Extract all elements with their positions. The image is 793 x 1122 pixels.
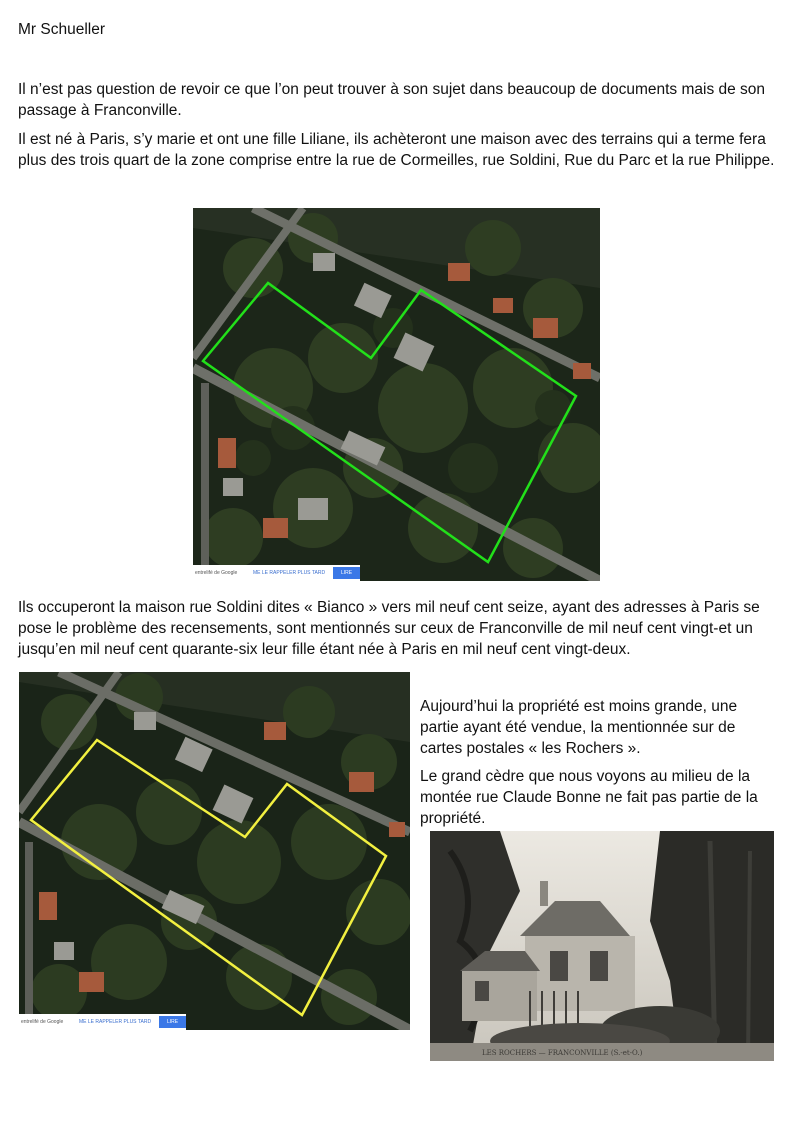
paragraph-birth: Il est né à Paris, s’y marie et ont une fille Liliane, ils achèteront une maison avec des terrains qui a terme fera plus des trois quart de la zone comprise entre la rue de Cormeilles, rue Soldini, Rue du Parc et la rue Philippe.	[18, 131, 775, 169]
satellite-photo-property	[193, 208, 600, 581]
paragraph-residence: Ils occuperont la maison rue Soldini dites « Bianco » vers mil neuf cent seize, ayant des adresses à Paris se pose le problème des recensements, sont mentionnés sur ceux de Franconville de mil neuf cent vingt-et un jusqu’en mil neuf cent quarante-six leur fille étant née à Paris en mil neuf cent vingt-deux.	[18, 599, 760, 658]
remind-later-link[interactable]: ME LE RAPPELER PLUS TARD	[79, 1019, 152, 1025]
satellite-map-yellow	[19, 672, 410, 1030]
page-title: Mr Schueller	[18, 21, 105, 38]
map-attribution-text: entrelifé de Google	[195, 570, 238, 576]
map-attribution-bar	[19, 1014, 186, 1030]
remind-later-link[interactable]: ME LE RAPPELER PLUS TARD	[253, 570, 326, 576]
paragraph-today: Aujourd’hui la propriété est moins grande, une partie ayant été vendue, la mentionnée sur de cartes postales « les Rochers ».	[420, 698, 738, 757]
read-button[interactable]: LIRE	[159, 1016, 186, 1028]
map-attribution-text: entrelifé de Google	[21, 1019, 64, 1025]
read-button[interactable]: LIRE	[333, 567, 360, 579]
satellite-photo-property-today	[19, 672, 410, 1030]
postcard-caption: LES ROCHERS — FRANCONVILLE (S.-et-O.)	[482, 1049, 643, 1057]
paragraph-intro: Il n’est pas question de revoir ce que l’on peut trouver à son sujet dans beaucoup de documents mais de son passage à Franconville.	[18, 81, 766, 119]
paragraph-cedar: Le grand cèdre que nous voyons au milieu de la montée rue Claude Bonne ne fait pas partie de la propriété.	[420, 768, 758, 827]
map-attribution-bar	[193, 565, 360, 581]
postcard-les-rochers	[430, 831, 774, 1061]
postcard-photo	[430, 831, 774, 1061]
satellite-map-green	[193, 208, 600, 581]
